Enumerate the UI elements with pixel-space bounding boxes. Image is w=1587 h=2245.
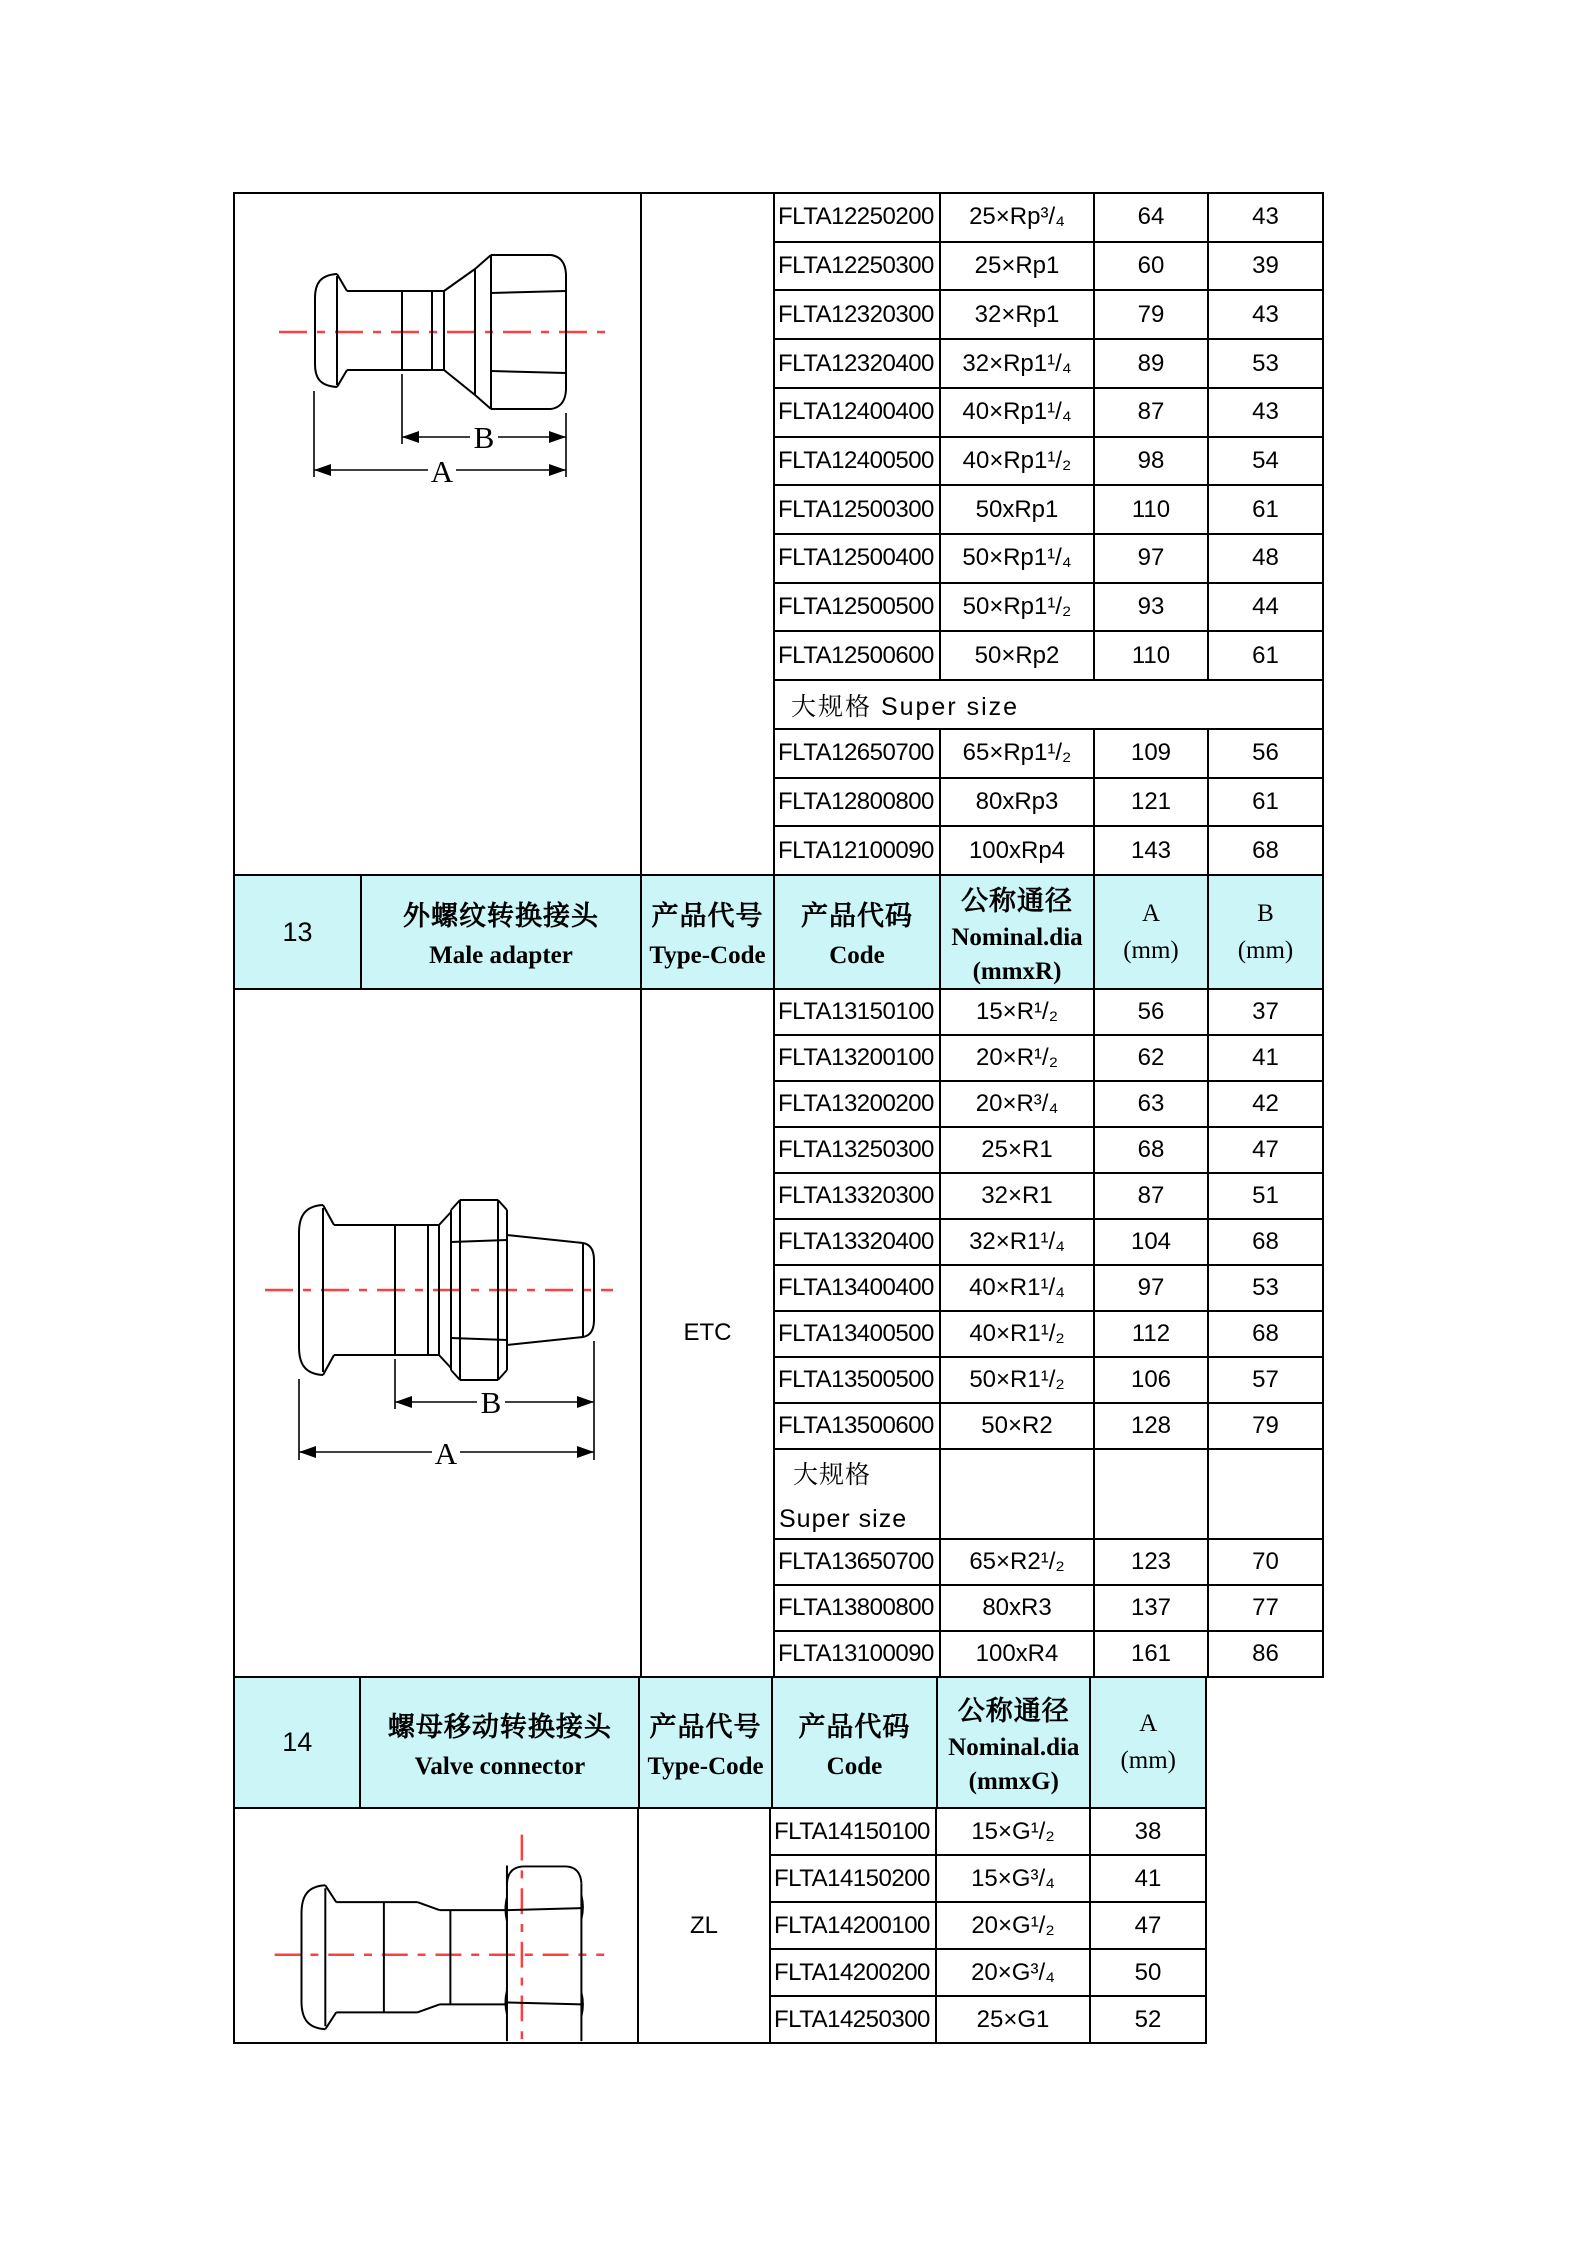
- nominal-cn: 公称通径: [961, 885, 1073, 916]
- table-row: [771, 1950, 1205, 1997]
- cell-a: 62: [1095, 1036, 1209, 1080]
- cell-b: 48: [1252, 544, 1279, 572]
- section-14-header: [233, 1676, 1207, 1809]
- cell-nominal: 32×Rp1¹/₄: [941, 340, 1095, 387]
- cell-nominal: 15×G¹/₂: [937, 1809, 1091, 1854]
- table-row: [775, 1312, 1322, 1358]
- col-header-code: [775, 876, 941, 988]
- dim-a-label: A: [430, 454, 454, 489]
- cell-nominal: 20×R¹/₂: [941, 1036, 1095, 1080]
- cell-a: 93: [1095, 584, 1209, 631]
- drawing-valve-connector: [235, 1809, 639, 2042]
- cell-a: 110: [1095, 486, 1209, 533]
- table-row: [775, 1266, 1322, 1312]
- cell-a: 123: [1095, 1540, 1209, 1584]
- table-row: [775, 243, 1322, 292]
- cell-nominal: 15×G³/₄: [937, 1856, 1091, 1901]
- cell-nominal: 50×R1¹/₂: [941, 1358, 1095, 1402]
- female-adapter-diagram: [235, 194, 640, 874]
- table-row: [775, 1586, 1322, 1632]
- super-size-en: Super size: [779, 1504, 908, 1533]
- nominal-cn: 公称通径: [957, 1696, 1070, 1726]
- section-number: [235, 876, 362, 988]
- cell-a: 60: [1095, 243, 1209, 290]
- a-label: A: [1141, 899, 1161, 927]
- cell-code: FLTA12400500: [775, 438, 941, 485]
- cell-a: 56: [1095, 990, 1209, 1034]
- table-row: [775, 1404, 1322, 1450]
- cell-code: FLTA12800800: [775, 779, 941, 826]
- cell-a: 97: [1095, 1266, 1209, 1310]
- cell-code: FLTA13800800: [775, 1586, 941, 1630]
- cell-nominal: 15×R¹/₂: [941, 990, 1095, 1034]
- b-unit: (mm): [1237, 936, 1294, 964]
- cell-nominal: 32×R1: [941, 1174, 1095, 1218]
- type-code-en: Type-Code: [647, 1752, 764, 1780]
- cell-a: 79: [1095, 291, 1209, 338]
- table-row: [775, 1174, 1322, 1220]
- section-name-cn: 外螺纹转换接头: [403, 901, 599, 931]
- dim-b-label: B: [473, 420, 495, 455]
- b-label: B: [1257, 899, 1274, 927]
- cell-a: 161: [1095, 1632, 1209, 1676]
- super-size-row: [775, 681, 1322, 730]
- cell-nominal: 20×R³/₄: [941, 1082, 1095, 1126]
- table-row: [771, 1997, 1205, 2042]
- section-14-rows: [771, 1809, 1205, 2042]
- cell-code: FLTA13500600: [775, 1404, 941, 1448]
- cell-a-empty: [1095, 1450, 1209, 1538]
- cell-b: 42: [1252, 1090, 1279, 1117]
- nominal-en: Nominal.dia: [948, 1734, 1080, 1761]
- cell-a: 87: [1095, 1174, 1209, 1218]
- cell-b: 43: [1252, 398, 1279, 426]
- cell-b: 68: [1252, 1228, 1279, 1255]
- cell-b: 41: [1252, 1044, 1279, 1071]
- cell-code: FLTA12400400: [775, 389, 941, 436]
- section-13-header: [233, 874, 1324, 990]
- cell-code: FLTA12500500: [775, 584, 941, 631]
- dim-a-label: A: [434, 1436, 458, 1471]
- table-row: [775, 584, 1322, 633]
- cell-nominal: 40×R1¹/₄: [941, 1266, 1095, 1310]
- cell-code: FLTA14150100: [771, 1809, 937, 1854]
- super-size-row: [775, 1450, 1322, 1540]
- cell-b: 53: [1252, 1274, 1279, 1301]
- cell-code: FLTA12320300: [775, 291, 941, 338]
- table-row: [775, 1082, 1322, 1128]
- table-row: [775, 486, 1322, 535]
- table-row: [775, 730, 1322, 779]
- cell-a: 109: [1095, 730, 1209, 777]
- cell-b: 56: [1252, 739, 1279, 767]
- cell-code: FLTA13500500: [775, 1358, 941, 1402]
- cell-nominal: 40×Rp1¹/₄: [941, 389, 1095, 436]
- cell-b: 68: [1252, 836, 1279, 864]
- table-row: [775, 632, 1322, 681]
- cell-b: 61: [1252, 787, 1279, 815]
- cell-nominal: 65×Rp1¹/₂: [941, 730, 1095, 777]
- cell-a: 50: [1134, 1958, 1162, 1986]
- cell-code: FLTA13200100: [775, 1036, 941, 1080]
- cell-code: FLTA12320400: [775, 340, 941, 387]
- section-13-rows: [775, 990, 1322, 1676]
- cell-a: 112: [1095, 1312, 1209, 1356]
- section-number: [235, 1678, 361, 1807]
- cell-a: 110: [1095, 632, 1209, 679]
- type-code-cn: 产品代号: [649, 1711, 762, 1742]
- section-number-label: 13: [282, 916, 313, 947]
- cell-b-empty: [1209, 1450, 1322, 1538]
- valve-connector-diagram: [235, 1809, 637, 2042]
- section-name-cn: 螺母移动转换接头: [387, 1711, 612, 1742]
- cell-nominal: 32×R1¹/₄: [941, 1220, 1095, 1264]
- a-label: A: [1139, 1710, 1158, 1737]
- section-13-body: [233, 988, 1324, 1678]
- type-code-en: Type-Code: [649, 942, 766, 969]
- a-unit: (mm): [1120, 1747, 1176, 1774]
- cell-b: 70: [1252, 1548, 1279, 1575]
- cell-b: 54: [1252, 446, 1279, 474]
- cell-code: FLTA12250300: [775, 243, 941, 290]
- cell-code: FLTA13100090: [775, 1632, 941, 1676]
- type-code-value: ZL: [639, 1809, 771, 2042]
- cell-nominal: 40×Rp1¹/₂: [941, 438, 1095, 485]
- dim-b-label: B: [480, 1385, 502, 1420]
- nominal-en: Nominal.dia: [951, 923, 1083, 951]
- cell-nominal: 25×R1: [941, 1128, 1095, 1172]
- cell-code: FLTA12500300: [775, 486, 941, 533]
- cell-a: 87: [1095, 389, 1209, 436]
- cell-code: FLTA13320400: [775, 1220, 941, 1264]
- section-name-en: Valve connector: [414, 1752, 586, 1780]
- table-row: [775, 438, 1322, 487]
- cell-a: 38: [1134, 1817, 1162, 1845]
- code-cn: 产品代码: [801, 901, 913, 931]
- col-header-type-code: [640, 1678, 772, 1807]
- code-en: Code: [826, 1752, 883, 1780]
- super-size-label: 大规格 Super size: [791, 692, 1020, 721]
- cell-b: 79: [1252, 1412, 1279, 1439]
- cell-nominal: 20×G¹/₂: [937, 1903, 1091, 1948]
- type-code-cell-empty: [642, 194, 775, 874]
- section-12-rows: [775, 194, 1322, 874]
- cell-nominal: 20×G³/₄: [937, 1950, 1091, 1995]
- cell-code: FLTA13200200: [775, 1082, 941, 1126]
- code-en: Code: [829, 942, 885, 969]
- table-row: [775, 1128, 1322, 1174]
- cell-a: 41: [1134, 1864, 1162, 1892]
- table-row: [775, 1632, 1322, 1676]
- table-row: [775, 535, 1322, 584]
- table-row: [775, 1358, 1322, 1404]
- drawing-female-adapter: [235, 194, 642, 874]
- cell-a: 106: [1095, 1358, 1209, 1402]
- table-row: [775, 1540, 1322, 1586]
- cell-nominal: 100xR4: [941, 1632, 1095, 1676]
- table-row: [775, 827, 1322, 874]
- nominal-unit: (mmxR): [972, 957, 1062, 985]
- cell-b: 47: [1252, 1136, 1279, 1163]
- cell-nominal: 40×R1¹/₂: [941, 1312, 1095, 1356]
- a-unit: (mm): [1123, 936, 1179, 964]
- table-row: [775, 990, 1322, 1036]
- cell-a: 68: [1095, 1128, 1209, 1172]
- section-number-label: 14: [282, 1727, 313, 1757]
- col-header-a: [1095, 876, 1209, 988]
- cell-a: 64: [1095, 194, 1209, 241]
- cell-b: 57: [1252, 1366, 1279, 1393]
- cell-nominal: 50×R2: [941, 1404, 1095, 1448]
- cell-b: 37: [1252, 998, 1279, 1025]
- cell-a: 52: [1134, 2005, 1162, 2033]
- cell-b: 53: [1252, 349, 1279, 377]
- cell-code: FLTA14200100: [771, 1903, 937, 1948]
- cell-a: 89: [1095, 340, 1209, 387]
- table-row: [771, 1809, 1205, 1856]
- cell-code: FLTA12500400: [775, 535, 941, 582]
- cell-nominal: 50×Rp1¹/₄: [941, 535, 1095, 582]
- super-size-label: [775, 1450, 941, 1538]
- cell-nominal: 80xR3: [941, 1586, 1095, 1630]
- section-12-continuation: [233, 192, 1324, 876]
- table-row: [775, 340, 1322, 389]
- cell-a: 143: [1095, 827, 1209, 874]
- table-row: [775, 291, 1322, 340]
- cell-a: 137: [1095, 1586, 1209, 1630]
- section-name-en: Male adapter: [429, 942, 573, 969]
- col-header-code: [773, 1678, 938, 1807]
- type-code-cn: 产品代号: [651, 901, 764, 931]
- cell-a: 47: [1134, 1911, 1162, 1939]
- cell-code: FLTA13400400: [775, 1266, 941, 1310]
- cell-code: FLTA13150100: [775, 990, 941, 1034]
- cell-code: FLTA14150200: [771, 1856, 937, 1901]
- cell-code: FLTA13400500: [775, 1312, 941, 1356]
- cell-code: FLTA13650700: [775, 1540, 941, 1584]
- drawing-male-adapter: [235, 990, 642, 1676]
- part-outline: [302, 1865, 583, 2041]
- cell-nominal-empty: [941, 1450, 1095, 1538]
- cell-nominal: 65×R2¹/₂: [941, 1540, 1095, 1584]
- cell-b: 86: [1252, 1640, 1279, 1667]
- cell-nominal: 25×G1: [937, 1997, 1091, 2042]
- nominal-unit: (mmxG): [968, 1768, 1059, 1795]
- super-size-cn: 大规格: [793, 1460, 872, 1489]
- cell-b: 51: [1252, 1182, 1279, 1209]
- col-header-b: [1209, 876, 1322, 988]
- cell-code: FLTA12650700: [775, 730, 941, 777]
- cell-code: FLTA14250300: [771, 1997, 937, 2042]
- table-row: [771, 1856, 1205, 1903]
- col-header-nominal: [941, 876, 1095, 988]
- cell-a: 128: [1095, 1404, 1209, 1448]
- cell-code: FLTA13320300: [775, 1174, 941, 1218]
- cell-nominal: 50×Rp1¹/₂: [941, 584, 1095, 631]
- cell-nominal: 50×Rp2: [941, 632, 1095, 679]
- table-row: [771, 1903, 1205, 1950]
- cell-a: 97: [1095, 535, 1209, 582]
- cell-b: 43: [1252, 300, 1279, 328]
- cell-a: 98: [1095, 438, 1209, 485]
- cell-nominal: 32×Rp1: [941, 291, 1095, 338]
- cell-nominal: 25×Rp1: [941, 243, 1095, 290]
- cell-nominal: 80xRp3: [941, 779, 1095, 826]
- section-name: [362, 876, 642, 988]
- cell-code: FLTA13250300: [775, 1128, 941, 1172]
- code-cn: 产品代码: [798, 1711, 911, 1742]
- cell-b: 61: [1252, 495, 1279, 523]
- cell-nominal: 100xRp4: [941, 827, 1095, 874]
- cell-nominal: 25×Rp³/₄: [941, 194, 1095, 241]
- table-row: [775, 389, 1322, 438]
- cell-b: 61: [1252, 641, 1279, 669]
- col-header-a: [1091, 1678, 1205, 1807]
- cell-code: FLTA14200200: [771, 1950, 937, 1995]
- table-row: [775, 1036, 1322, 1082]
- cell-b: 39: [1252, 252, 1279, 280]
- table-row: [775, 194, 1322, 243]
- cell-a: 121: [1095, 779, 1209, 826]
- cell-b: 68: [1252, 1320, 1279, 1347]
- table-row: [775, 779, 1322, 828]
- table-row: [775, 1220, 1322, 1266]
- male-adapter-diagram: [235, 990, 640, 1676]
- cell-code: FLTA12100090: [775, 827, 941, 874]
- cell-b: 43: [1252, 203, 1279, 231]
- cell-a: 63: [1095, 1082, 1209, 1126]
- cell-code: FLTA12250200: [775, 194, 941, 241]
- cell-b: 44: [1252, 593, 1279, 621]
- col-header-type-code: [642, 876, 775, 988]
- section-14-body: [233, 1807, 1207, 2044]
- col-header-nominal: [938, 1678, 1091, 1807]
- cell-a: 104: [1095, 1220, 1209, 1264]
- type-code-value: ETC: [642, 990, 775, 1676]
- cell-code: FLTA12500600: [775, 632, 941, 679]
- cell-b: 77: [1252, 1594, 1279, 1621]
- cell-nominal: 50xRp1: [941, 486, 1095, 533]
- section-name: [361, 1678, 640, 1807]
